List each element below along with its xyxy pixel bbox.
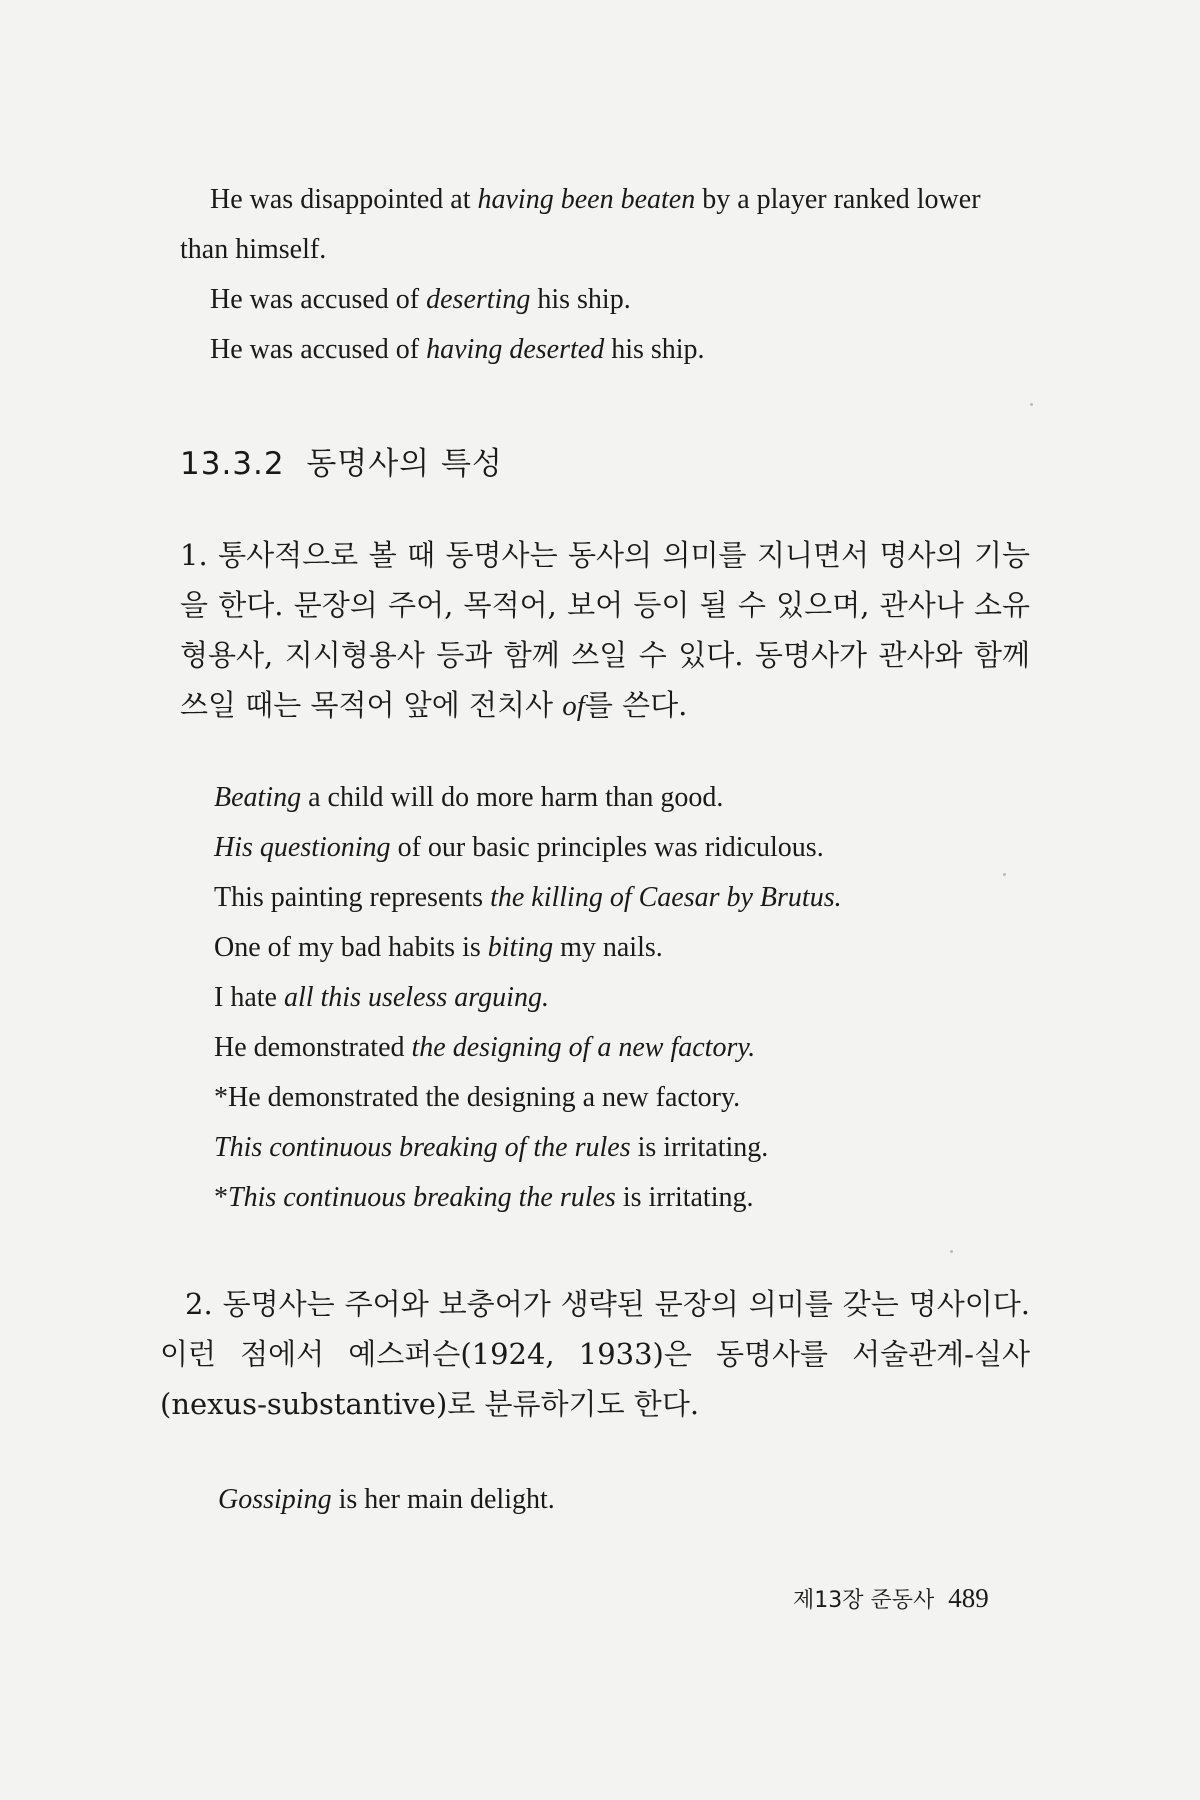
example-text: my nails. xyxy=(553,932,663,963)
example-line xyxy=(210,283,631,317)
example-text: a child will do more harm than good. xyxy=(301,782,724,813)
example-line xyxy=(214,831,824,865)
scan-speck xyxy=(1003,873,1006,876)
section-number: 13.3.2 xyxy=(180,446,285,482)
example-italic: Gossiping xyxy=(218,1484,332,1515)
paragraph-text: 를 쓴다. xyxy=(584,688,688,722)
example-line xyxy=(210,333,705,367)
example-text: is her main delight. xyxy=(331,1484,555,1515)
example-italic: deserting xyxy=(426,284,531,315)
example-line xyxy=(214,981,549,1015)
paragraph-text: 1. 통사적으로 볼 때 동명사는 동사의 의미를 지니면서 명사의 기능을 한다. 문장의 주어, 목적어, 보어 등이 될 수 있으며, 관사나 소유형용사, 지시형용사 등과 함께 쓰일 수 있다. 동명사가 관사와 함께 쓰일 때는 목적어 앞에 전치사 xyxy=(180,538,1030,722)
point-2-paragraph: 2. 동명사는 주어와 보충어가 생략된 문장의 의미를 갖는 명사이다. 이런 점에서 예스퍼슨(1924, 1933)은 동명사를 서술관계-실사(nexus-substantive)로 분류하기도 한다. xyxy=(160,1287,1030,1421)
example-line xyxy=(214,1181,754,1215)
example-italic: the designing of a new factory. xyxy=(411,1032,756,1063)
example-line xyxy=(218,1483,555,1517)
example-text: by a player ranked lower xyxy=(695,184,981,215)
section-heading xyxy=(180,438,503,483)
example-text: One of my bad habits is xyxy=(214,932,488,963)
example-text: I hate xyxy=(214,982,284,1013)
paragraph-italic: of xyxy=(562,690,585,722)
example-line xyxy=(210,183,981,217)
example-text: of our basic principles was ridiculous. xyxy=(390,832,824,863)
scan-speck xyxy=(1030,403,1033,406)
example-italic: Beating xyxy=(214,782,302,813)
example-italic: This continuous breaking the rules xyxy=(228,1182,616,1213)
example-text: is irritating. xyxy=(630,1132,769,1163)
example-line xyxy=(214,1081,740,1115)
scan-speck xyxy=(950,1250,953,1253)
example-text: his ship. xyxy=(530,284,631,315)
example-text: He was accused of xyxy=(210,334,427,365)
example-line xyxy=(214,781,723,815)
example-text: his ship. xyxy=(604,334,705,365)
example-italic: having deserted xyxy=(426,334,605,365)
point-1-paragraph xyxy=(180,530,1030,731)
chapter-label: 제13장 준동사 xyxy=(793,1588,935,1613)
section-title: 동명사의 특성 xyxy=(306,446,503,482)
page-footer xyxy=(793,1583,989,1614)
example-italic: the killing of Caesar by Brutus. xyxy=(490,882,842,913)
example-continuation: than himself. xyxy=(180,234,327,265)
example-text: is irritating. xyxy=(615,1182,754,1213)
example-italic: This continuous breaking of the rules xyxy=(214,1132,631,1163)
example-line xyxy=(214,881,842,915)
example-italic: biting xyxy=(487,932,554,963)
example-line xyxy=(214,1031,755,1065)
example-italic: His questioning xyxy=(214,832,391,863)
example-text: This painting represents xyxy=(214,882,491,913)
example-text: He was accused of xyxy=(210,284,427,315)
example-italic: having been beaten xyxy=(477,184,696,215)
page-number: 489 xyxy=(948,1583,989,1613)
example-text: *He demonstrated the designing a new factory. xyxy=(214,1082,741,1113)
example-italic: all this useless arguing. xyxy=(283,982,549,1013)
example-text: * xyxy=(214,1182,228,1213)
example-text: He demonstrated xyxy=(214,1032,412,1063)
example-line xyxy=(214,931,663,965)
example-line xyxy=(214,1131,768,1165)
example-text: He was disappointed at xyxy=(210,184,478,215)
